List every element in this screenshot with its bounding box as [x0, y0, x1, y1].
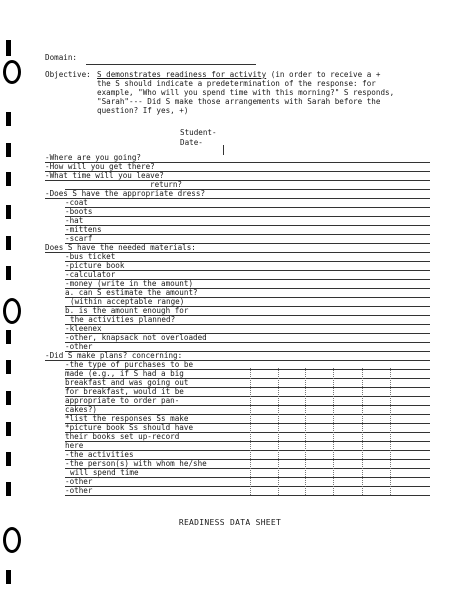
binder-mark: [6, 172, 11, 186]
table-row-label: made (e.g., if S had a big: [65, 369, 184, 378]
binder-mark: [6, 40, 11, 56]
row-rule: [65, 405, 430, 406]
table-row-label: here: [65, 441, 84, 450]
table-row-label: -Does S have the appropriate dress?: [45, 189, 206, 198]
table-row-label: -kleenex: [65, 324, 102, 333]
domain-label: Domain:: [45, 53, 78, 62]
row-rule: [65, 207, 430, 208]
table-row-label: -What time will you leave?: [45, 171, 164, 180]
row-rule: [65, 342, 430, 343]
binder-mark: [6, 266, 11, 280]
column-separator: [333, 368, 334, 495]
table-row-label: *picture book Ss should have: [65, 423, 194, 432]
row-rule: [65, 486, 430, 487]
table-row-label: -coat: [65, 198, 88, 207]
table-row-label: -picture book: [65, 261, 125, 270]
row-rule: [65, 495, 430, 496]
student-label: Student-: [180, 128, 217, 137]
column-separator: [390, 368, 391, 495]
table-row-label: *list the responses Ss make: [65, 414, 189, 423]
table-row-label: appropriate to order pan-: [65, 396, 180, 405]
table-row-label: -calculator: [65, 270, 116, 279]
row-rule: [65, 225, 430, 226]
table-row-label: -the type of purchases to be: [65, 360, 194, 369]
table-row-label: will spend time: [70, 468, 139, 477]
binder-mark: [6, 482, 11, 496]
table-row-label: -How will you get there?: [45, 162, 155, 171]
row-rule: [45, 198, 430, 199]
row-rule: [65, 234, 430, 235]
table-row-label: a. can S estimate the amount?: [65, 288, 198, 297]
binder-mark: [6, 422, 11, 436]
punch-hole: [3, 60, 21, 84]
row-rule: [65, 216, 430, 217]
table-row-label: cakes?): [65, 405, 98, 414]
table-row-label: -other, knapsack not overloaded: [65, 333, 207, 342]
objective-line: example, "Who will you spend time with this morning?" S responds,: [97, 88, 395, 97]
objective-line: S demonstrates readiness for activity (in order to receive a +: [97, 70, 381, 79]
row-rule: [45, 180, 430, 181]
column-separator: [278, 368, 279, 495]
binder-mark: [6, 452, 11, 466]
table-row-label: -scarf: [65, 234, 93, 243]
binder-mark: [6, 391, 11, 405]
binder-mark: [6, 330, 11, 344]
domain-blank-line: [86, 64, 256, 65]
column-separator: [250, 368, 251, 495]
table-row-label: (within acceptable range): [70, 297, 185, 306]
objective-line: the S should indicate a predetermination of the response: for: [97, 79, 376, 88]
binder-mark: [6, 143, 11, 157]
punch-hole: [3, 527, 21, 553]
table-row-label: their books set up-record: [65, 432, 180, 441]
table-row-label: the activities planned?: [70, 315, 176, 324]
row-rule: [65, 270, 430, 271]
binder-mark: [6, 205, 11, 219]
table-row-label: b. is the amount enough for: [65, 306, 189, 315]
table-row-label: -Where are you going?: [45, 153, 142, 162]
table-row-label: -mittens: [65, 225, 102, 234]
binder-mark: [6, 360, 11, 374]
row-rule: [65, 477, 430, 478]
column-separator: [305, 368, 306, 495]
date-label: Date-: [180, 138, 203, 147]
table-row-label: -hat: [65, 216, 84, 225]
table-row-label: -other: [65, 342, 93, 351]
page-title: READINESS DATA SHEET: [178, 518, 282, 527]
table-row-label: for breakfast, would it be: [65, 387, 184, 396]
table-row-label: -other: [65, 486, 93, 495]
objective-text: [97, 70, 447, 115]
table-row-label: Does S have the needed materials:: [45, 243, 196, 252]
table-row-label: -the person(s) with whom he/she: [65, 459, 207, 468]
objective-underlined: S demonstrates readiness for activity: [97, 70, 267, 79]
punch-hole: [3, 298, 21, 324]
binder-mark: [6, 570, 11, 584]
column-separator: [362, 368, 363, 495]
objective-label: Objective:: [45, 70, 91, 79]
row-rule: [65, 324, 430, 325]
table-row-label: return?: [150, 180, 183, 189]
table-row-label: -money (write in the amount): [65, 279, 194, 288]
table-row-label: breakfast and was going out: [65, 378, 189, 387]
table-row-label: -other: [65, 477, 93, 486]
binder-mark: [6, 112, 11, 126]
table-row-label: -the activities: [65, 450, 134, 459]
binder-mark: [6, 236, 11, 250]
table-row-label: -bus ticket: [65, 252, 116, 261]
objective-line: question? If yes, +): [97, 106, 189, 115]
tick-mark: [223, 145, 224, 155]
table-row-label: -boots: [65, 207, 93, 216]
objective-line: "Sarah"--- Did S make those arrangements with Sarah before the: [97, 97, 381, 106]
row-rule: [65, 441, 430, 442]
table-row-label: -Did S make plans? concerning:: [45, 351, 183, 360]
